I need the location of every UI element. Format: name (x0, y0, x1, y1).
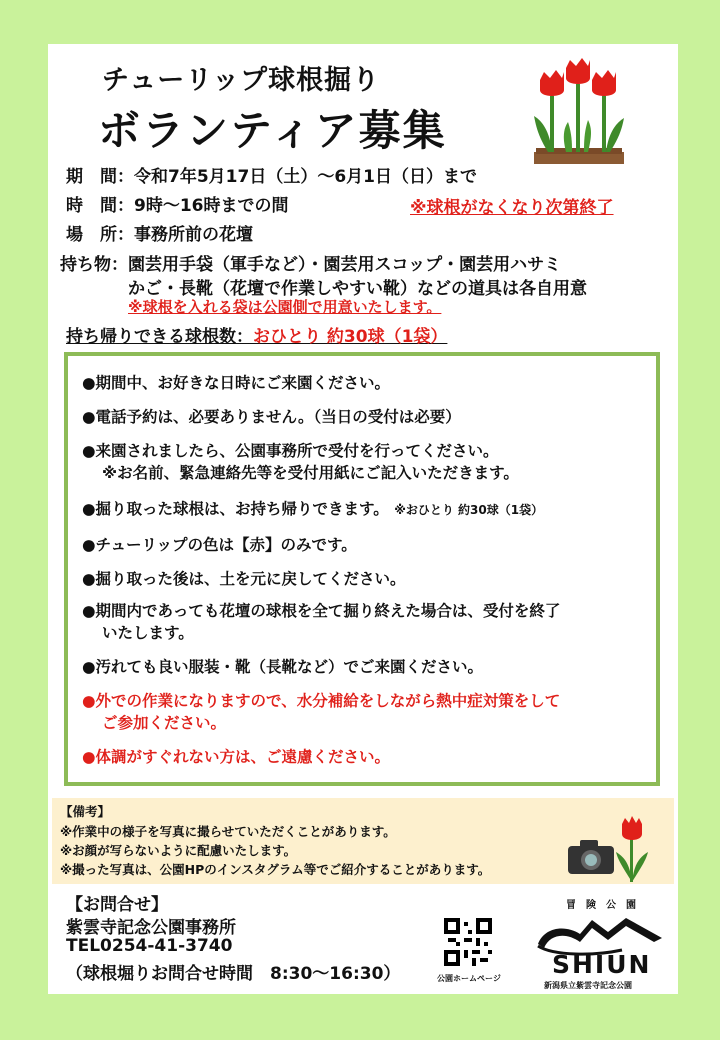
takehome-row (66, 322, 447, 347)
rule-item: ●チューリップの色は【赤】のみです。 (82, 536, 357, 554)
time-row (66, 191, 289, 216)
qr-code-icon[interactable] (444, 918, 492, 966)
logo-top-text: 冒 険 公 園 (566, 900, 636, 911)
rule-item: ●掘り取った球根は、お持ち帰りできます。 ※おひとり 約30球（1袋） (82, 500, 544, 518)
camera-icon (566, 836, 616, 876)
rule-item: ●掘り取った後は、土を元に戻してください。 (82, 570, 406, 588)
small-tulip-icon (612, 816, 652, 882)
rules-box (64, 352, 660, 786)
takehome-label: 持ち帰りできる球根数： (66, 327, 253, 347)
rule-item: ●期間中、お好きな日時にご来園ください。 (82, 374, 391, 392)
title-line-1: チューリップ球根掘り (102, 65, 381, 96)
contact-tel: TEL0254-41-3740 (66, 936, 233, 956)
tulip-icon (528, 56, 628, 168)
items-row (60, 250, 561, 275)
rule-item-warning: ●外での作業になりますので、水分補給をしながら熱中症対策をして ご参加ください。 (82, 692, 561, 732)
place-label: 場 所： (66, 225, 134, 245)
remarks-line: ※撮った写真は、公園HPのインスタグラム等でご紹介することがあります。 (60, 862, 491, 877)
contact-hours: （球根堀りお問合せ時間 8:30～16:30） (66, 964, 401, 984)
remarks-line: ※お顔が写らないように配慮いたします。 (60, 843, 297, 858)
logo-sub-text: 新潟県立紫雲寺記念公園 (544, 981, 632, 990)
rule-item: ●来園されましたら、公園事務所で受付を行ってください。 ※お名前、緊急連絡先等を受付用紙にご記入いただきます。 (82, 442, 519, 482)
takehome-value: おひとり 約30球（1袋） (253, 327, 448, 347)
time-note: ※球根がなくなり次第終了 (410, 198, 614, 218)
period-row (66, 162, 477, 187)
qr-label: 公園ホームページ (437, 974, 501, 983)
contact-heading: 【お問合せ】 (66, 895, 168, 915)
items-line-2: かご・長靴（花壇で作業しやすい靴）などの道具は各自用意 (128, 279, 587, 299)
park-logo (530, 896, 670, 992)
time-label: 時 間： (66, 196, 134, 216)
period-value: 令和7年5月17日（土）～6月1日（日）まで (134, 167, 477, 187)
remarks-panel (52, 798, 674, 884)
rule-item: ●汚れても良い服装・靴（長靴など）でご来園ください。 (82, 658, 484, 676)
remarks-line: ※作業中の様子を写真に撮らせていただくことがあります。 (60, 824, 396, 839)
items-note: ※球根を入れる袋は公園側で用意いたします。 (128, 298, 442, 316)
time-value: 9時～16時までの間 (134, 196, 289, 216)
period-label: 期 間： (66, 167, 134, 187)
title-line-2: ボランティア募集 (98, 106, 447, 155)
remarks-heading: 【備考】 (60, 804, 111, 819)
rule-item: ●期間内であっても花壇の球根を全て掘り終えた場合は、受付を終了 いたします。 (82, 602, 561, 642)
place-value: 事務所前の花壇 (134, 225, 253, 245)
place-row (66, 220, 253, 245)
logo-name: SHIUN (552, 950, 652, 979)
contact-office: 紫雲寺記念公園事務所 (66, 918, 236, 938)
rule-item: ●電話予約は、必要ありません。（当日の受付は必要） (82, 408, 461, 426)
items-label: 持ち物： (60, 255, 128, 275)
items-line-1: 園芸用手袋（軍手など）・園芸用スコップ・園芸用ハサミ (128, 255, 562, 275)
rule-item-warning: ●体調がすぐれない方は、ご遠慮ください。 (82, 748, 391, 766)
